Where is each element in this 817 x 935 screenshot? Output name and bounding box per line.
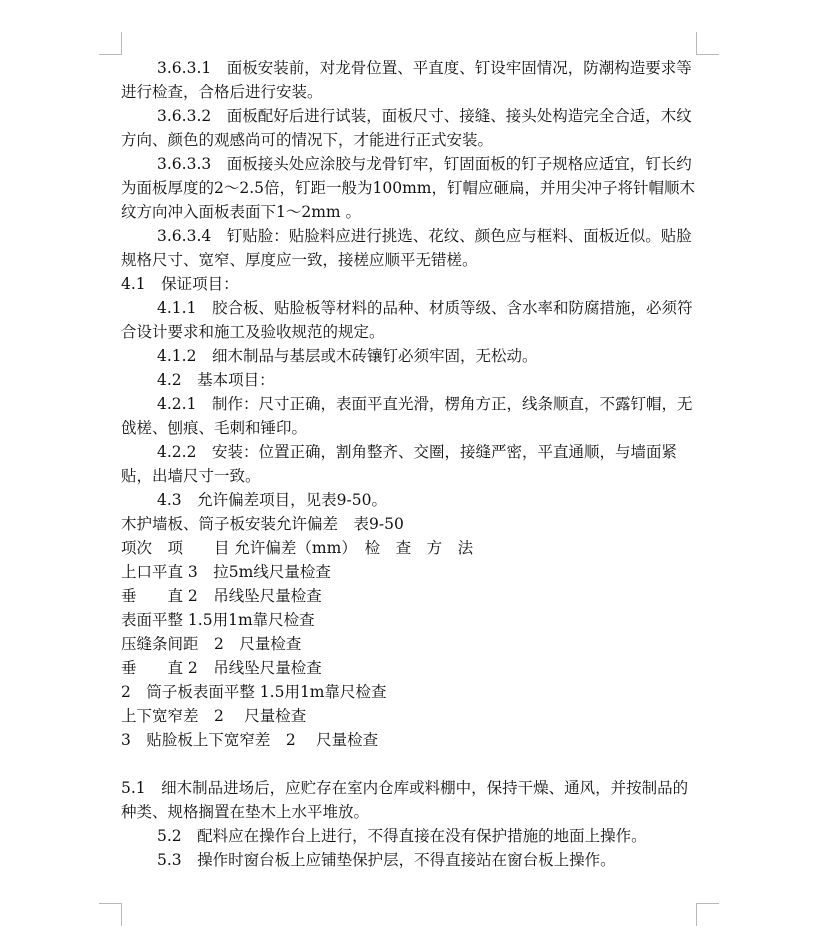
paragraph-4-1-1: 4.1.1 胶合板、贴脸板等材料的品种、材质等级、含水率和防腐措施，必须符合设计要求和施工及验收规范的规定。 — [121, 299, 693, 341]
spacer — [121, 752, 701, 776]
table-row: 上下宽窄差 2 尺量检查 — [121, 707, 307, 725]
table-caption: 木护墙板、筒子板安装允许偏差 表9-50 — [121, 515, 404, 533]
margin-mark-top-right — [696, 32, 719, 55]
paragraph-4-2-1: 4.2.1 制作：尺寸正确，表面平直光滑，楞角方正，线条顺直，不露钉帽，无戗槎、刨痕、毛刺和锤印。 — [121, 395, 693, 437]
table-row: 表面平整 1.5用1m靠尺检查 — [121, 611, 315, 629]
paragraph-4-3: 4.3 允许偏差项目，见表9-50。 — [157, 491, 387, 509]
table-row: 2 筒子板表面平整 1.5用1m靠尺检查 — [121, 683, 387, 701]
table-row: 垂 直 2 吊线坠尺量检查 — [121, 659, 322, 677]
paragraph-3-6-3-3: 3.6.3.3 面板接头处应涂胶与龙骨钉牢，钉固面板的钉子规格应适宜，钉长约为面板厚度的2～2.5倍，钉距一般为100mm，钉帽应砸扁，并用尖冲子将针帽顺木纹方向冲入面板表面下1～2mm 。 — [121, 155, 695, 221]
paragraph-3-6-3-4: 3.6.3.4 钉贴脸：贴脸料应进行挑选、花纹、颜色应与框料、面板近似。贴脸规格尺寸、宽窄、厚度应一致，接槎应顺平无错槎。 — [121, 227, 692, 269]
heading-4-1: 4.1 保证项目： — [121, 275, 239, 293]
paragraph-5-1: 5.1 细木制品进场后，应贮存在室内仓库或料棚中，保持干燥、通风，并按制品的种类、规格搁置在垫木上水平堆放。 — [121, 779, 689, 821]
document-body — [121, 56, 701, 872]
paragraph-3-6-3-1: 3.6.3.1 面板安装前，对龙骨位置、平直度、钉设牢固情况，防潮构造要求等进行检查，合格后进行安装。 — [121, 59, 692, 101]
paragraph-5-3: 5.3 操作时窗台板上应铺垫保护层，不得直接站在窗台板上操作。 — [157, 851, 616, 869]
paragraph-4-2-2: 4.2.2 安装：位置正确，割角整齐、交圈，接缝严密，平直通顺，与墙面紧贴，出墙尺寸一致。 — [121, 443, 677, 485]
table-header: 项次 项 目 允许偏差（mm） 检 查 方 法 — [121, 539, 474, 557]
table-row: 上口平直 3 拉5m线尺量检查 — [121, 563, 331, 581]
heading-4-2: 4.2 基本项目： — [157, 371, 275, 389]
table-row: 垂 直 2 吊线坠尺量检查 — [121, 587, 322, 605]
paragraph-3-6-3-2: 3.6.3.2 面板配好后进行试装，面板尺寸、接缝、接头处构造完全合适，木纹方向、颜色的观感尚可的情况下，才能进行正式安装。 — [121, 107, 692, 149]
margin-mark-bottom-right — [696, 903, 719, 926]
paragraph-5-2: 5.2 配料应在操作台上进行，不得直接在没有保护措施的地面上操作。 — [157, 827, 647, 845]
margin-mark-top-left — [99, 32, 122, 55]
margin-mark-bottom-left — [99, 903, 122, 926]
table-row: 压缝条间距 2 尺量检查 — [121, 635, 302, 653]
paragraph-4-1-2: 4.1.2 细木制品与基层或木砖镶钉必须牢固，无松动。 — [157, 347, 538, 365]
table-row: 3 贴脸板上下宽窄差 2 尺量检查 — [121, 731, 379, 749]
